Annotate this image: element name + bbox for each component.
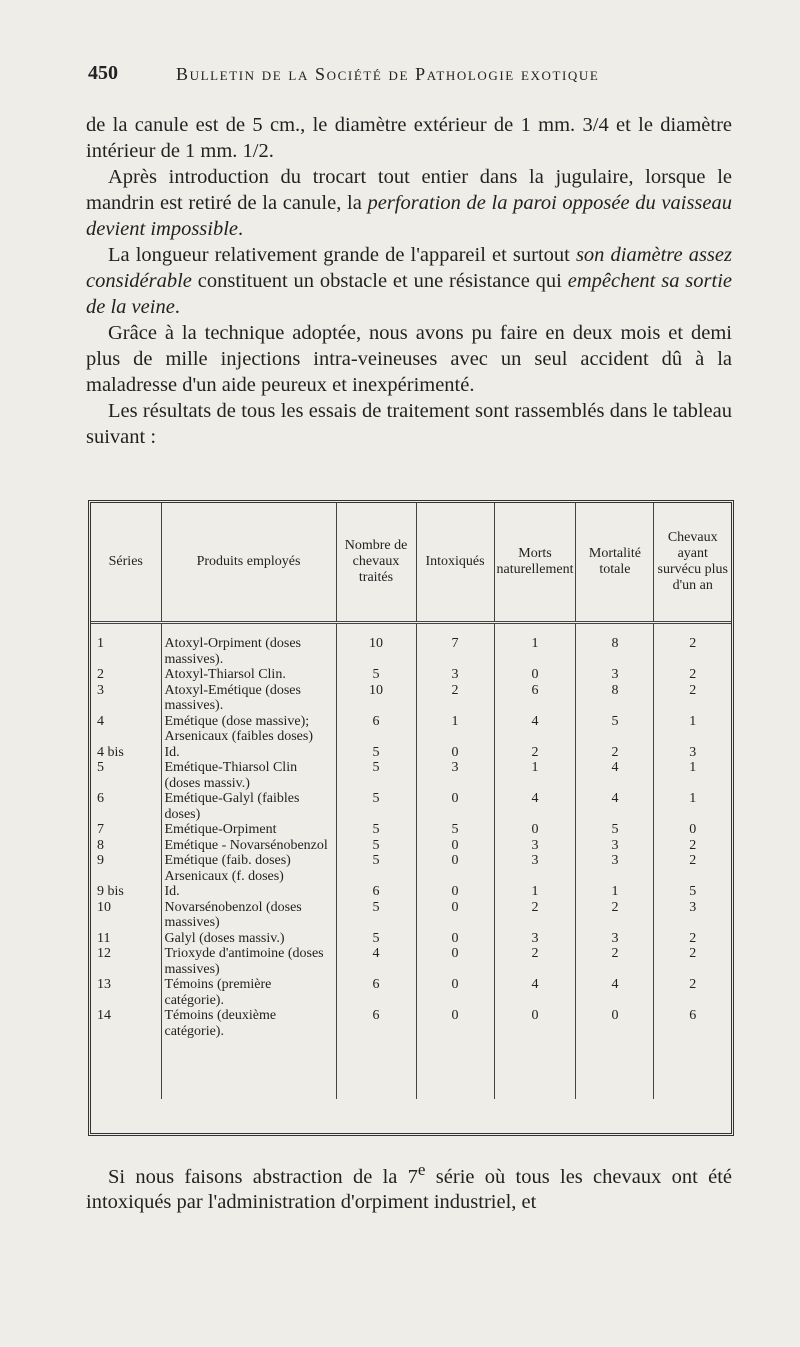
cell-count: 6 <box>336 884 416 900</box>
cell-total-mortality: 2 <box>576 900 654 931</box>
table-row <box>91 760 731 791</box>
cell-series: 4 bis <box>91 745 161 761</box>
cell-survived: 3 <box>689 899 697 915</box>
cell-series: 13 <box>91 977 161 1008</box>
cell-total-mortality: 8 <box>576 683 654 714</box>
cell-count: 4 <box>336 946 416 977</box>
cell-total-mortality: 2 <box>576 946 654 977</box>
cell-natural-deaths: 2 <box>494 900 576 931</box>
table-filler-cell <box>654 1039 731 1099</box>
cell-natural-deaths: 2 <box>494 745 576 761</box>
table-row <box>91 791 731 822</box>
cell-intoxicated: 0 <box>416 791 494 822</box>
paragraph-3 <box>86 242 732 320</box>
table-row <box>91 838 731 854</box>
cell-survived: 2 <box>689 977 697 992</box>
cell-survived: 5 <box>689 884 697 899</box>
cell-product: Id. <box>161 884 336 900</box>
cell-series: 4 <box>91 714 161 745</box>
cell-count: 5 <box>336 931 416 947</box>
cell-natural-deaths: 1 <box>494 884 576 900</box>
table-row <box>91 900 731 931</box>
text-run: . <box>174 296 180 318</box>
cell-count: 5 <box>336 667 416 683</box>
table-filler-cell <box>161 1039 336 1099</box>
text-run: série où tous les chevaux ont été intoxiqués par l'administration d'orpiment industriel, et <box>86 1165 733 1214</box>
italic-run: perforation de la paroi opposée du vaisseau devient impossible <box>86 192 733 240</box>
cell-total-mortality: 2 <box>576 745 654 761</box>
cell-count: 5 <box>336 791 416 822</box>
cell-survived: 1 <box>689 760 697 775</box>
cell-count: 6 <box>336 1008 416 1039</box>
cell-product: Novarsénobenzol (doses massives) <box>161 900 336 931</box>
cell-product: Témoins (première catégorie). <box>161 977 336 1008</box>
page-number: 450 <box>88 62 118 84</box>
cell-natural-deaths: 4 <box>494 714 576 745</box>
cell-survived: 2 <box>689 930 697 946</box>
cell-product: Atoxyl-Orpiment (doses massives). <box>161 623 336 668</box>
cell-survived: 2 <box>689 853 697 868</box>
cell-total-mortality: 3 <box>576 853 654 884</box>
cell-intoxicated: 7 <box>416 623 494 668</box>
cell-natural-deaths: 0 <box>494 667 576 683</box>
page-header <box>88 62 728 88</box>
table-row <box>91 884 731 900</box>
table-row <box>91 745 731 761</box>
cell-survived: 0 <box>689 822 697 837</box>
cell-series: 9 <box>91 853 161 884</box>
text-run: constituent un obstacle et une résistance qui <box>191 270 568 292</box>
table-filler-cell <box>336 1039 416 1099</box>
cell-intoxicated: 0 <box>416 946 494 977</box>
body-text <box>86 112 732 450</box>
paragraph-2 <box>86 164 732 242</box>
cell-intoxicated: 0 <box>416 853 494 884</box>
cell-product: Témoins (deuxième catégorie). <box>161 1008 336 1039</box>
cell-total-mortality: 3 <box>576 667 654 683</box>
cell-intoxicated: 0 <box>416 931 494 947</box>
paragraph-1: de la canule est de 5 cm., le diamètre extérieur de 1 mm. 3/4 et le diamètre intérieur de 1 mm. 1/2. <box>86 114 732 162</box>
cell-intoxicated: 3 <box>416 667 494 683</box>
cell-survived: 1 <box>689 791 697 806</box>
cell-total-mortality: 3 <box>576 838 654 854</box>
cell-intoxicated: 2 <box>416 683 494 714</box>
cell-total-mortality: 4 <box>576 791 654 822</box>
cell-count: 5 <box>336 900 416 931</box>
cell-intoxicated: 5 <box>416 822 494 838</box>
text-run: Après introduction du trocart tout entier dans la jugulaire, lorsque le mandrin est retiré de la canule, la <box>86 166 732 214</box>
cell-survived: 1 <box>689 713 697 729</box>
header-total-mortality: Mortalité totale <box>576 503 654 623</box>
cell-count: 5 <box>336 822 416 838</box>
cell-product: Emétique (faib. doses) Arsenicaux (f. doses) <box>161 853 336 884</box>
text-run: . <box>238 218 244 240</box>
header-survived: Chevaux ayant survécu plus d'un an <box>654 503 731 623</box>
footer-paragraph <box>86 1157 732 1216</box>
table-filler-cell <box>494 1039 576 1099</box>
cell-total-mortality: 8 <box>576 623 654 668</box>
cell-series: 7 <box>91 822 161 838</box>
italic-run: empêchent sa sortie de la veine <box>86 270 733 318</box>
table-header-row <box>91 503 731 623</box>
cell-series: 2 <box>91 667 161 683</box>
cell-series: 6 <box>91 791 161 822</box>
cell-natural-deaths: 4 <box>494 791 576 822</box>
cell-natural-deaths: 6 <box>494 683 576 714</box>
cell-natural-deaths: 3 <box>494 838 576 854</box>
table-filler-cell <box>416 1039 494 1099</box>
cell-survived: 2 <box>689 837 697 853</box>
cell-survived: 3 <box>689 744 697 760</box>
cell-count: 5 <box>336 838 416 854</box>
cell-natural-deaths: 1 <box>494 623 576 668</box>
table-row <box>91 623 731 668</box>
cell-intoxicated: 0 <box>416 977 494 1008</box>
table-filler-cell <box>576 1039 654 1099</box>
cell-survived: 6 <box>689 1008 697 1023</box>
cell-count: 5 <box>336 853 416 884</box>
cell-count: 5 <box>336 745 416 761</box>
table-filler-cell <box>91 1039 161 1099</box>
cell-series: 9 bis <box>91 884 161 900</box>
cell-natural-deaths: 3 <box>494 931 576 947</box>
cell-product: Emétique - Novarsénobenzol <box>161 838 336 854</box>
cell-survived: 2 <box>689 667 697 682</box>
results-table <box>88 500 734 1136</box>
cell-product: Emétique-Thiarsol Clin (doses massiv.) <box>161 760 336 791</box>
paragraph-4: Grâce à la technique adoptée, nous avons pu faire en deux mois et demi plus de mille injections intra-veineuses avec un seul accident dû à la maladresse d'un aide peureux et inexpérimenté. <box>86 322 732 396</box>
cell-count: 10 <box>336 683 416 714</box>
cell-series: 14 <box>91 1008 161 1039</box>
cell-count: 5 <box>336 760 416 791</box>
cell-intoxicated: 0 <box>416 900 494 931</box>
cell-product: Trioxyde d'antimoine (doses massives) <box>161 946 336 977</box>
cell-survived: 2 <box>689 682 697 698</box>
cell-product: Galyl (doses massiv.) <box>161 931 336 947</box>
table-row <box>91 667 731 683</box>
running-title: Bulletin de la Société de Pathologie exotique <box>176 64 600 84</box>
cell-product: Atoxyl-Emétique (doses massives). <box>161 683 336 714</box>
cell-count: 10 <box>336 623 416 668</box>
table-row <box>91 853 731 884</box>
table-row <box>91 931 731 947</box>
cell-product: Emétique-Orpiment <box>161 822 336 838</box>
cell-product: Emétique-Galyl (faibles doses) <box>161 791 336 822</box>
table-row <box>91 946 731 977</box>
cell-product: Id. <box>161 745 336 761</box>
cell-total-mortality: 4 <box>576 977 654 1008</box>
text-run: Si nous faisons abstraction de la 7 <box>108 1165 418 1188</box>
cell-intoxicated: 0 <box>416 884 494 900</box>
cell-total-mortality: 5 <box>576 714 654 745</box>
header-natural-deaths: Morts naturellement <box>494 503 576 623</box>
cell-intoxicated: 1 <box>416 714 494 745</box>
table-row <box>91 822 731 838</box>
cell-series: 8 <box>91 838 161 854</box>
cell-total-mortality: 0 <box>576 1008 654 1039</box>
text-run: La longueur relativement grande de l'appareil et surtout <box>108 244 576 266</box>
cell-intoxicated: 3 <box>416 760 494 791</box>
cell-total-mortality: 4 <box>576 760 654 791</box>
cell-series: 3 <box>91 683 161 714</box>
cell-count: 6 <box>336 714 416 745</box>
cell-series: 1 <box>91 623 161 668</box>
table-row <box>91 977 731 1008</box>
cell-series: 12 <box>91 946 161 977</box>
table-row <box>91 683 731 714</box>
header-count: Nombre de chevaux traités <box>336 503 416 623</box>
cell-intoxicated: 0 <box>416 838 494 854</box>
table-row <box>91 714 731 745</box>
header-intoxicated: Intoxiqués <box>416 503 494 623</box>
superscript: e <box>417 1159 426 1179</box>
header-series: Séries <box>91 503 161 623</box>
cell-series: 5 <box>91 760 161 791</box>
cell-product: Atoxyl-Thiarsol Clin. <box>161 667 336 683</box>
paragraph-5: Les résultats de tous les essais de traitement sont rassemblés dans le tableau suivant : <box>86 400 732 448</box>
cell-total-mortality: 3 <box>576 931 654 947</box>
table-row <box>91 1008 731 1039</box>
cell-natural-deaths: 1 <box>494 760 576 791</box>
cell-intoxicated: 0 <box>416 1008 494 1039</box>
cell-product: Emétique (dose massive); Arsenicaux (faibles doses) <box>161 714 336 745</box>
header-products: Produits employés <box>161 503 336 623</box>
cell-natural-deaths: 0 <box>494 1008 576 1039</box>
cell-natural-deaths: 0 <box>494 822 576 838</box>
cell-intoxicated: 0 <box>416 745 494 761</box>
cell-series: 10 <box>91 900 161 931</box>
cell-natural-deaths: 3 <box>494 853 576 884</box>
cell-count: 6 <box>336 977 416 1008</box>
table-filler-row <box>91 1039 731 1099</box>
italic-run: son diamètre assez considérable <box>86 244 732 292</box>
cell-total-mortality: 1 <box>576 884 654 900</box>
cell-natural-deaths: 2 <box>494 946 576 977</box>
cell-series: 11 <box>91 931 161 947</box>
cell-total-mortality: 5 <box>576 822 654 838</box>
cell-survived: 2 <box>689 636 697 651</box>
cell-natural-deaths: 4 <box>494 977 576 1008</box>
cell-survived: 2 <box>689 946 697 961</box>
